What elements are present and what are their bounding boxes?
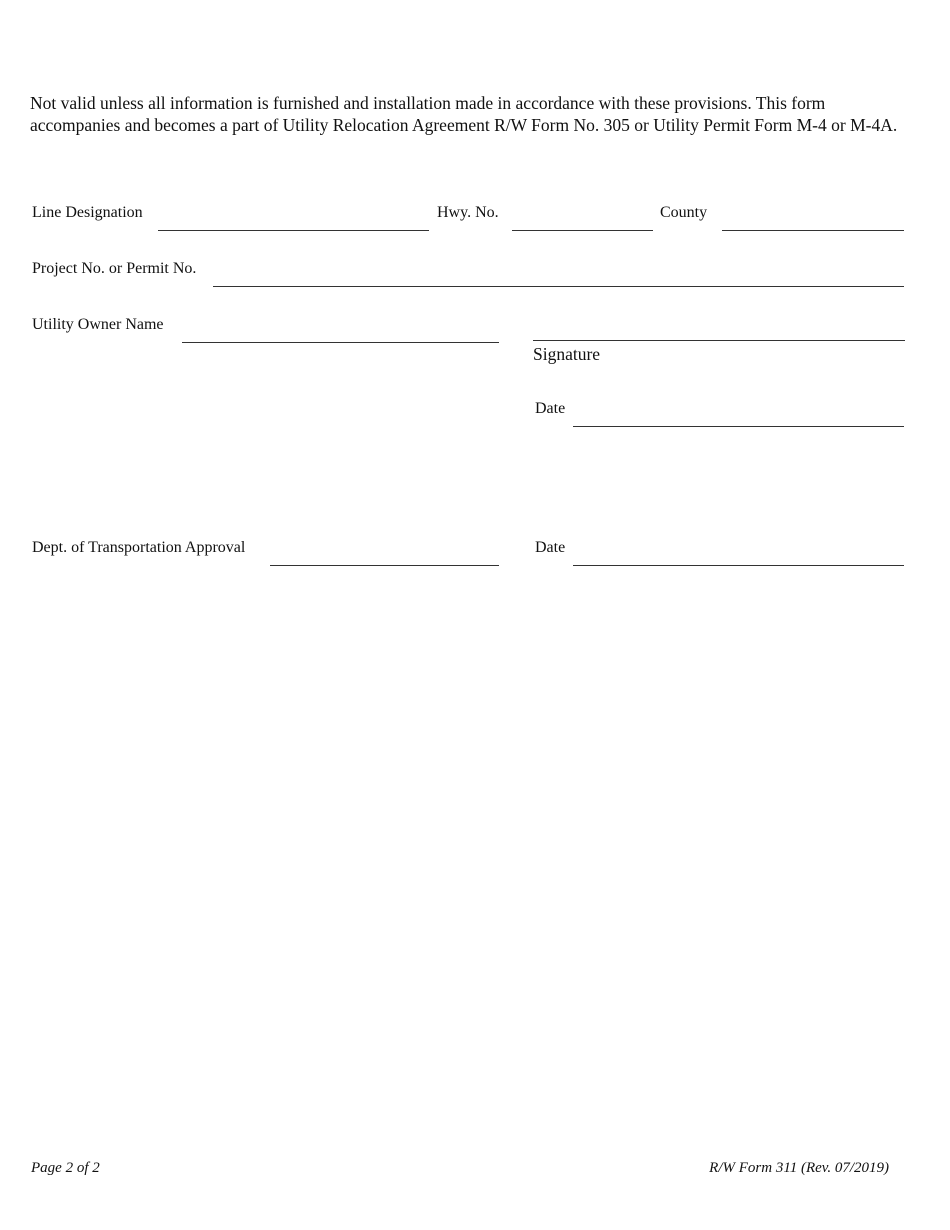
hwy-no-field[interactable] <box>512 206 653 228</box>
county-underline <box>722 230 904 231</box>
hwy-no-label: Hwy. No. <box>437 204 499 221</box>
signature-underline <box>533 340 905 341</box>
dot-approval-field[interactable] <box>270 541 499 563</box>
date-label: Date <box>535 400 566 417</box>
county-field[interactable] <box>722 206 904 228</box>
hwy-no-underline <box>512 230 653 231</box>
utility-owner-underline <box>182 342 499 343</box>
signature-field[interactable] <box>533 316 905 338</box>
date-underline <box>573 426 904 427</box>
form-id: R/W Form 311 (Rev. 07/2019) <box>709 1160 889 1176</box>
project-no-underline <box>213 286 904 287</box>
approval-date-underline <box>573 565 904 566</box>
project-no-label: Project No. or Permit No. <box>32 260 197 277</box>
approval-date-label: Date <box>535 539 566 556</box>
county-label: County <box>660 204 708 221</box>
date-field[interactable] <box>573 402 904 424</box>
utility-owner-field[interactable] <box>182 318 499 340</box>
project-no-field[interactable] <box>213 262 904 284</box>
notice-text: Not valid unless all information is furnished and installation made in accordance with these provisions. This form accompanies and becomes a part of Utility Relocation Agreement R/W Form No. 305 or Utility Permit Form M-4 or M-4A. <box>30 93 898 135</box>
line-designation-field[interactable] <box>158 206 429 228</box>
signature-label: Signature <box>533 344 601 364</box>
approval-date-field[interactable] <box>573 541 904 563</box>
dot-approval-label: Dept. of Transportation Approval <box>32 539 246 556</box>
page-number: Page 2 of 2 <box>31 1160 100 1176</box>
utility-owner-label: Utility Owner Name <box>32 316 164 333</box>
line-designation-label: Line Designation <box>32 204 143 221</box>
line-designation-underline <box>158 230 429 231</box>
dot-approval-underline <box>270 565 499 566</box>
